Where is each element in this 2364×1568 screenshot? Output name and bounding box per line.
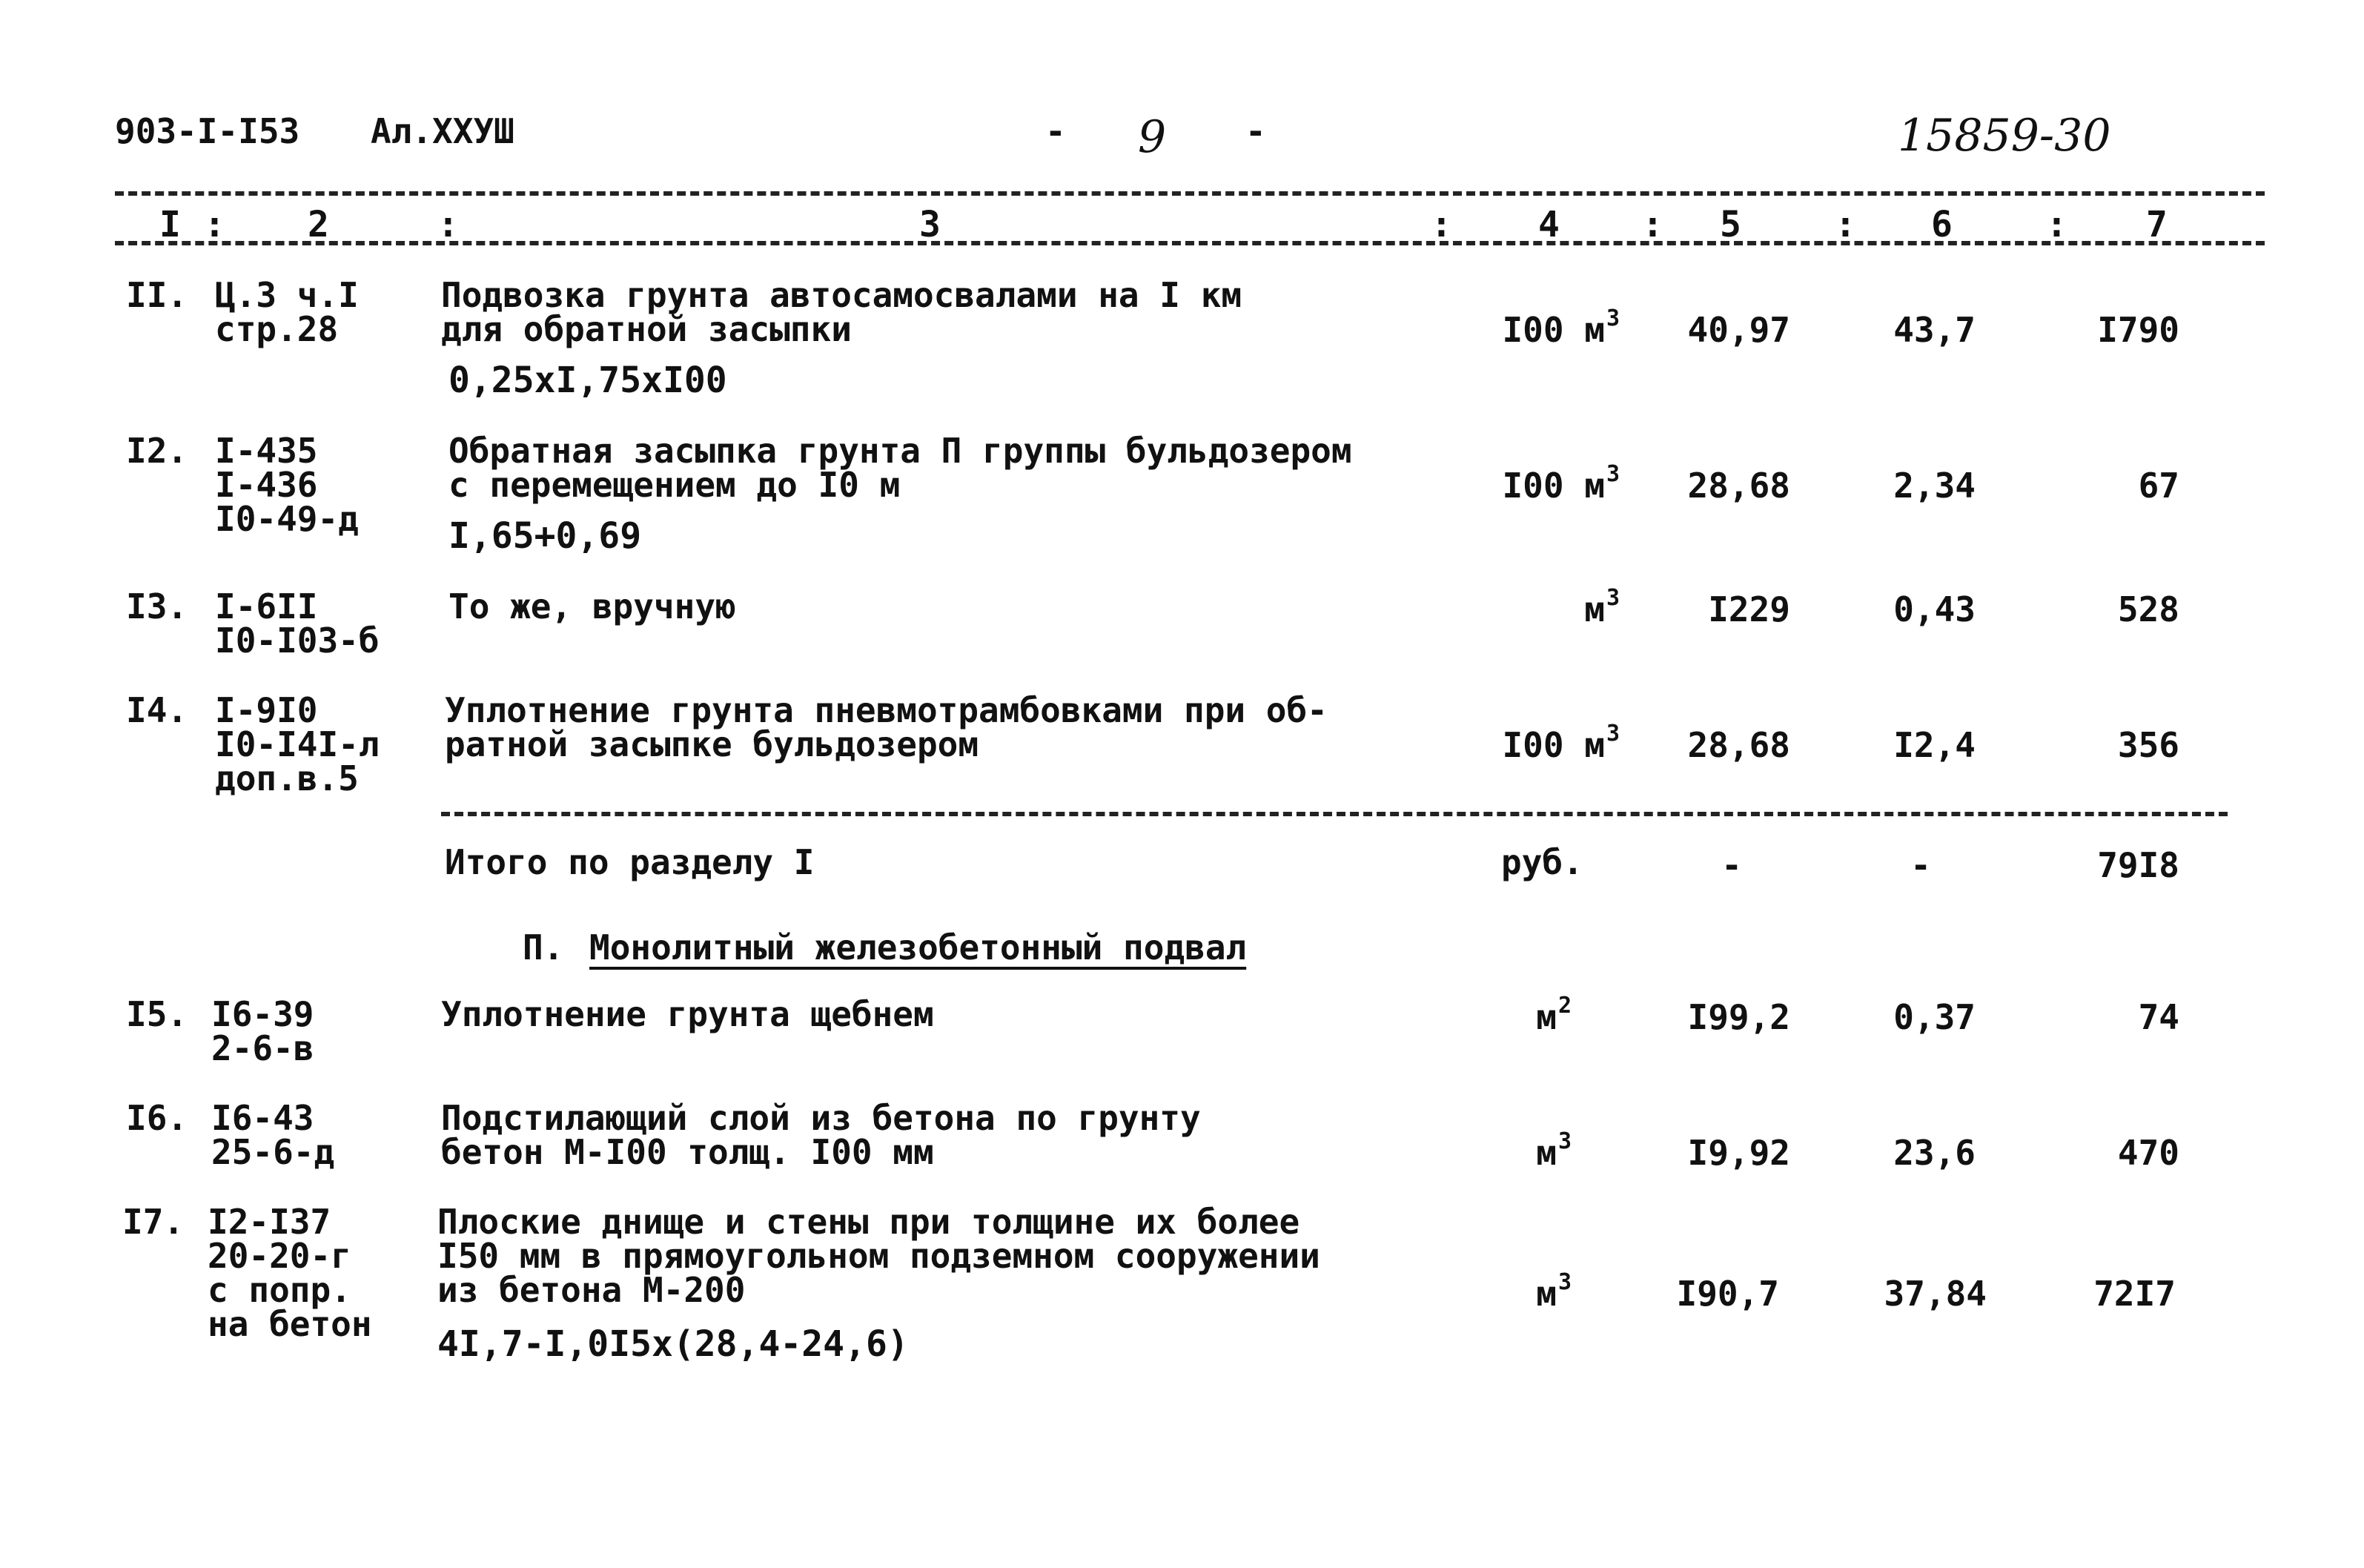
row-code: I0-I4I-л	[215, 724, 380, 764]
col-header-1: I	[159, 204, 181, 245]
col-header-4: 4	[1538, 204, 1560, 245]
row-number: I3.	[126, 586, 188, 626]
row-price: 0,43	[1893, 589, 1976, 629]
unit-exponent: 3	[1606, 721, 1620, 747]
section-title: Монолитный железобетонный подвал	[589, 927, 1247, 967]
col-header-7: 7	[2146, 204, 2168, 245]
unit-text: I00 м	[1502, 310, 1605, 350]
row-number: I7.	[122, 1202, 185, 1242]
row-code: I0-I03-б	[215, 621, 380, 661]
row-description: Уплотнение грунта пневмотрамбовками при об-	[445, 690, 1328, 730]
header-dash-left: -	[1045, 111, 1066, 151]
row-code: 25-6-д	[211, 1132, 335, 1172]
subtotal-total: 79I8	[2097, 845, 2179, 885]
row-code: доп.в.5	[215, 758, 359, 798]
unit-text: м	[1536, 1274, 1557, 1314]
row-number: I5.	[126, 994, 188, 1034]
row-code: 20-20-г	[208, 1236, 351, 1276]
unit-text: I00 м	[1502, 725, 1605, 765]
row-total: 72I7	[2093, 1274, 2176, 1314]
row-quantity: I90,7	[1676, 1274, 1779, 1314]
row-code: с попр.	[208, 1270, 351, 1310]
row-price: 2,34	[1893, 466, 1976, 506]
inventory-stamp: 15859-30	[1898, 110, 2111, 162]
col-header-2: 2	[308, 204, 329, 245]
row-code: I-6II	[215, 586, 318, 626]
col-sep-1: :	[204, 204, 225, 245]
subtotal-rule	[441, 812, 2228, 816]
subtotal-price: -	[1910, 845, 1931, 885]
unit-exponent: 3	[1606, 585, 1620, 611]
row-quantity: I9,92	[1687, 1133, 1790, 1173]
row-total: I790	[2097, 310, 2179, 350]
unit-exponent: 2	[1557, 993, 1572, 1019]
row-total: 67	[2138, 466, 2179, 506]
row-total: 74	[2138, 997, 2179, 1037]
col-sep-5: :	[1835, 204, 1856, 245]
col-sep-4: :	[1642, 204, 1663, 245]
row-total: 528	[2117, 589, 2179, 629]
row-number: II.	[126, 275, 188, 315]
row-code: на бетон	[208, 1304, 372, 1344]
subtotal-quantity: -	[1721, 845, 1742, 885]
row-quantity: 40,97	[1687, 310, 1790, 350]
row-quantity: 28,68	[1687, 725, 1790, 765]
unit-exponent: 3	[1606, 305, 1620, 331]
row-code: I6-43	[211, 1098, 314, 1138]
col-sep-3: :	[1431, 204, 1452, 245]
row-description: То же, вручную	[448, 586, 736, 626]
row-number: I2.	[126, 431, 188, 471]
row-description: с перемещением до I0 м	[448, 465, 901, 505]
row-description: бетон М-I00 толщ. I00 мм	[441, 1132, 934, 1172]
row-price: 0,37	[1893, 997, 1976, 1037]
col-header-6: 6	[1931, 204, 1953, 245]
header-dash-right: -	[1245, 111, 1266, 151]
unit-text: м	[1584, 589, 1605, 629]
row-code: 2-6-в	[211, 1028, 314, 1068]
row-number: I4.	[126, 690, 188, 730]
row-description: ратной засыпке бульдозером	[445, 724, 979, 764]
row-description: I50 мм в прямоугольном подземном сооружении	[437, 1236, 1320, 1276]
row-description: Обратная засыпка грунта П группы бульдозером	[448, 431, 1352, 471]
col-header-3: 3	[919, 204, 941, 245]
row-code: стр.28	[215, 309, 339, 349]
row-unit	[1431, 1128, 1572, 1173]
header-rule-top	[115, 191, 2265, 196]
row-unit	[1431, 305, 1620, 350]
row-quantity: 28,68	[1687, 466, 1790, 506]
row-quantity: I229	[1708, 589, 1790, 629]
row-quantity: I99,2	[1687, 997, 1790, 1037]
row-description: Подстилающий слой из бетона по грунту	[441, 1098, 1201, 1138]
row-unit	[1431, 1269, 1572, 1314]
subtotal-unit: руб.	[1501, 842, 1583, 882]
row-unit	[1431, 585, 1620, 629]
album-number: Ал.XXУШ	[371, 111, 514, 151]
row-unit	[1431, 993, 1572, 1037]
row-code: I-436	[215, 465, 318, 505]
row-code: I2-I37	[208, 1202, 331, 1242]
row-number: I6.	[126, 1098, 188, 1138]
row-description: для обратной засыпки	[441, 309, 852, 349]
subtotal-label: Итого по разделу I	[445, 842, 815, 882]
row-code: I-435	[215, 431, 318, 471]
row-formula: 0,25хI,75хI00	[448, 360, 727, 401]
row-total: 356	[2117, 725, 2179, 765]
row-price: I2,4	[1893, 725, 1976, 765]
header-rule-bottom	[115, 241, 2265, 245]
row-unit	[1431, 721, 1620, 765]
row-formula: 4I,7-I,0I5х(28,4-24,6)	[437, 1323, 909, 1365]
row-description: Плоские днище и стены при толщине их более	[437, 1202, 1300, 1242]
row-description: Уплотнение грунта щебнем	[441, 994, 934, 1034]
unit-exponent: 3	[1606, 461, 1620, 487]
row-price: 43,7	[1893, 310, 1976, 350]
section-number: П.	[523, 927, 564, 967]
col-sep-2: :	[437, 204, 459, 245]
col-sep-6: :	[2046, 204, 2067, 245]
row-code: I6-39	[211, 994, 314, 1034]
row-code: Ц.3 ч.I	[215, 275, 359, 315]
doc-code: 903-I-I53	[115, 111, 300, 151]
page-number: 9	[1138, 111, 1167, 163]
unit-text: м	[1536, 997, 1557, 1037]
unit-exponent: 3	[1557, 1269, 1572, 1295]
row-code: I0-49-д	[215, 499, 359, 539]
row-total: 470	[2117, 1133, 2179, 1173]
row-description: Подвозка грунта автосамосвалами на I км	[441, 275, 1242, 315]
row-formula: I,65+0,69	[448, 515, 642, 557]
row-code: I-9I0	[215, 690, 318, 730]
unit-exponent: 3	[1557, 1128, 1572, 1154]
col-header-5: 5	[1720, 204, 1741, 245]
row-unit	[1431, 461, 1620, 506]
unit-text: м	[1536, 1133, 1557, 1173]
row-description: из бетона М-200	[437, 1270, 746, 1310]
unit-text: I00 м	[1502, 466, 1605, 506]
row-price: 37,84	[1884, 1274, 1987, 1314]
row-price: 23,6	[1893, 1133, 1976, 1173]
